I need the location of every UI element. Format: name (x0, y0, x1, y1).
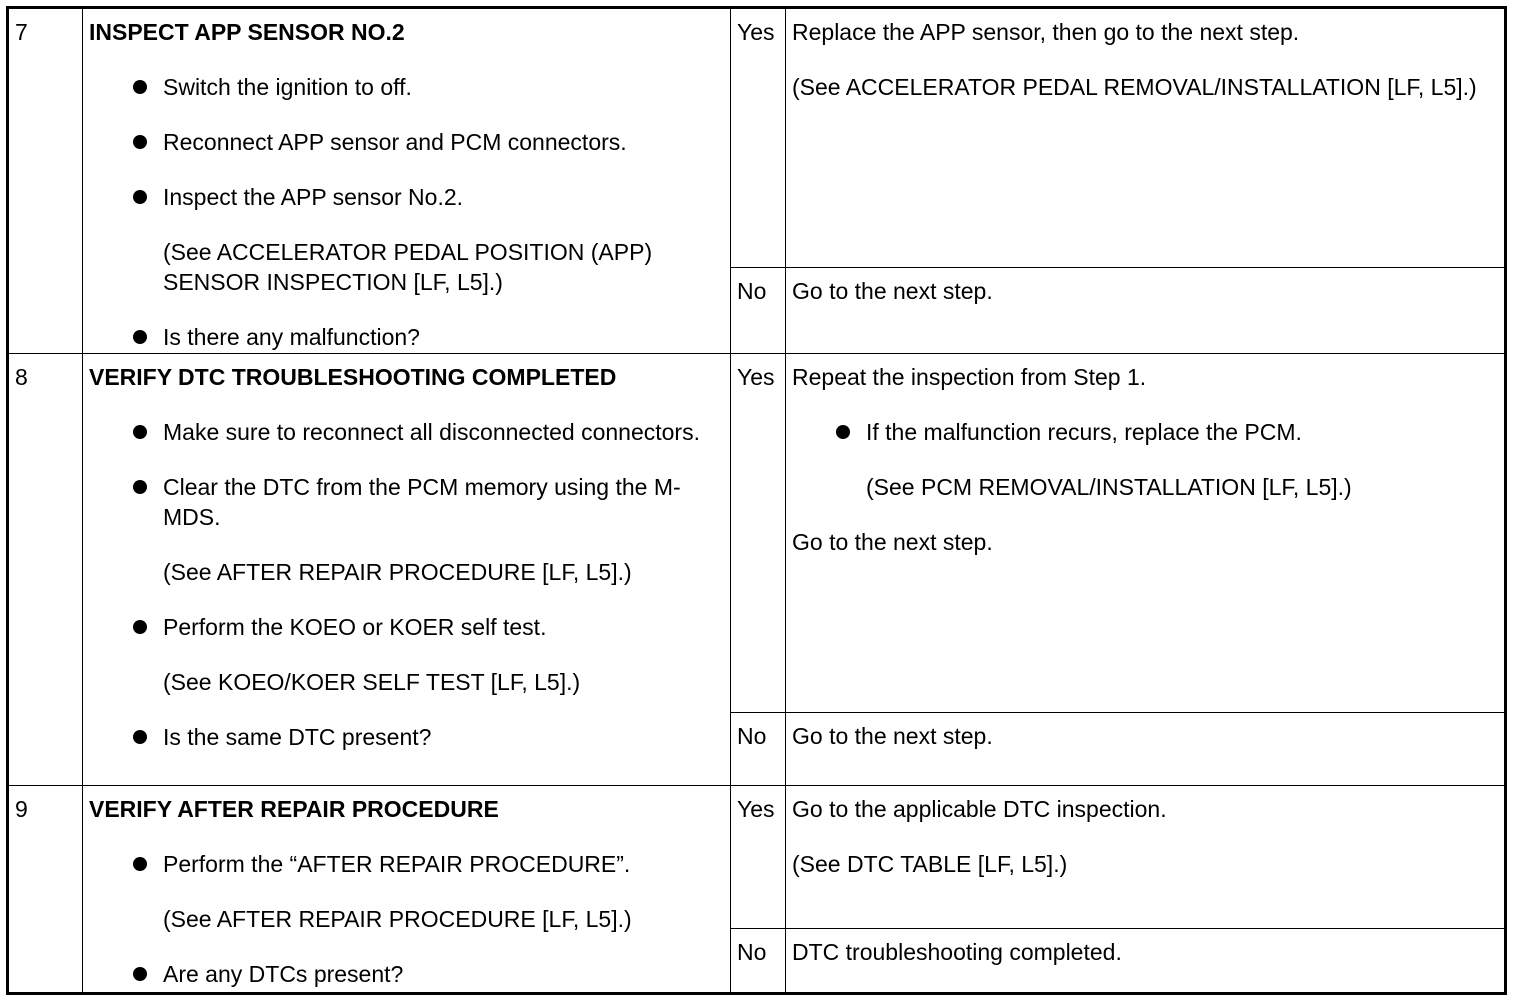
step-item-reference: (See ACCELERATOR PEDAL POSITION (APP) SENSOR INSPECTION [LF, L5].) (163, 239, 653, 295)
yes-action-text: Replace the APP sensor, then go to the next step. (792, 19, 1300, 45)
no-label: No (731, 713, 786, 786)
step-items (89, 722, 724, 752)
bullet-icon (133, 190, 147, 204)
yes-action-reference: (See DTC TABLE [LF, L5].) (792, 851, 1068, 877)
step-items (89, 322, 724, 352)
yes-action-reference: (See ACCELERATOR PEDAL REMOVAL/INSTALLATION [LF, L5].) (792, 74, 1477, 100)
no-label: No (731, 929, 786, 994)
bullet-icon (133, 730, 147, 744)
no-action: DTC troubleshooting completed. (786, 929, 1506, 994)
step-item (89, 612, 724, 642)
bullet-icon (133, 80, 147, 94)
troubleshooting-table (6, 6, 1507, 995)
step-item-text: Perform the KOEO or KOER self test. (163, 614, 547, 640)
yes-label: Yes (731, 8, 786, 268)
step-item-text: Is there any malfunction? (163, 324, 420, 350)
step-item-text: Inspect the APP sensor No.2. (163, 184, 464, 210)
step-item (89, 322, 724, 352)
step-item-text: Is the same DTC present? (163, 724, 432, 750)
yes-label: Yes (731, 354, 786, 713)
step-items (89, 72, 724, 212)
yes-action-followup: Go to the next step. (792, 529, 993, 555)
yes-action (786, 786, 1506, 929)
no-action: Go to the next step. (786, 713, 1506, 786)
step-item-text: Reconnect APP sensor and PCM connectors. (163, 129, 627, 155)
step-item (89, 959, 724, 989)
step-title: VERIFY AFTER REPAIR PROCEDURE (89, 796, 499, 822)
step-title: VERIFY DTC TROUBLESHOOTING COMPLETED (89, 364, 617, 390)
step-item-reference: (See AFTER REPAIR PROCEDURE [LF, L5].) (163, 906, 632, 932)
yes-action-item (792, 417, 1498, 447)
step-item (89, 417, 724, 447)
no-label: No (731, 268, 786, 354)
step-items (89, 417, 724, 532)
step-item (89, 472, 724, 532)
step-item (89, 722, 724, 752)
step-item-text: Make sure to reconnect all disconnected connectors. (163, 419, 700, 445)
step-7-yes-row (8, 8, 1506, 268)
step-number: 9 (8, 786, 83, 994)
step-item (89, 127, 724, 157)
bullet-icon (133, 135, 147, 149)
step-number: 8 (8, 354, 83, 786)
bullet-icon (133, 480, 147, 494)
yes-label: Yes (731, 786, 786, 929)
step-description (83, 786, 731, 994)
step-8-yes-row (8, 354, 1506, 713)
step-number: 7 (8, 8, 83, 354)
bullet-icon (133, 620, 147, 634)
no-action: Go to the next step. (786, 268, 1506, 354)
step-description (83, 8, 731, 354)
step-items (89, 959, 724, 989)
step-items (89, 849, 724, 879)
yes-action-text: Go to the applicable DTC inspection. (792, 796, 1167, 822)
step-item-reference: (See AFTER REPAIR PROCEDURE [LF, L5].) (163, 559, 632, 585)
step-item-text: Are any DTCs present? (163, 961, 404, 987)
step-item-text: Switch the ignition to off. (163, 74, 412, 100)
step-9-yes-row (8, 786, 1506, 929)
step-title: INSPECT APP SENSOR NO.2 (89, 19, 405, 45)
step-item-text: Perform the “AFTER REPAIR PROCEDURE”. (163, 851, 631, 877)
bullet-icon (133, 330, 147, 344)
bullet-icon (836, 425, 850, 439)
bullet-icon (133, 425, 147, 439)
step-description (83, 354, 731, 786)
bullet-icon (133, 857, 147, 871)
bullet-icon (133, 967, 147, 981)
yes-action-items (792, 417, 1498, 447)
step-items (89, 612, 724, 642)
step-item (89, 72, 724, 102)
yes-action (786, 8, 1506, 268)
step-item (89, 849, 724, 879)
step-item-text: Clear the DTC from the PCM memory using the M-MDS. (163, 474, 681, 530)
yes-action-item-text: If the malfunction recurs, replace the PCM. (866, 419, 1302, 445)
yes-action-text: Repeat the inspection from Step 1. (792, 364, 1147, 390)
step-item-reference: (See KOEO/KOER SELF TEST [LF, L5].) (163, 669, 581, 695)
yes-action-reference: (See PCM REMOVAL/INSTALLATION [LF, L5].) (866, 474, 1352, 500)
step-item (89, 182, 724, 212)
yes-action (786, 354, 1506, 713)
